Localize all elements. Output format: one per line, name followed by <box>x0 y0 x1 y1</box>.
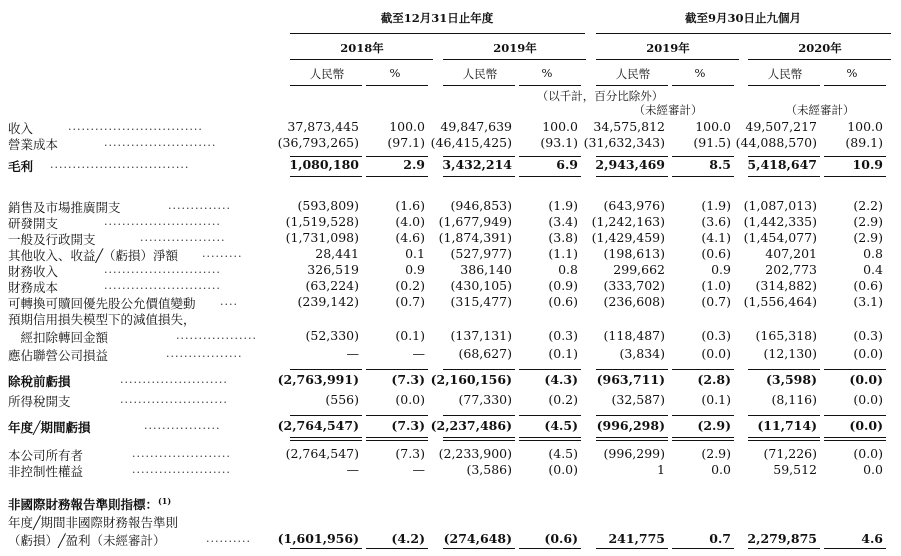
row-label: 非控制性權益 <box>8 464 84 479</box>
year-header-2019-fy: 2019年 <box>493 41 537 55</box>
year-header-2018: 2018年 <box>340 41 384 55</box>
amount-cell: (1,556,464) <box>743 294 817 309</box>
percent-cell: (7.3) <box>395 446 425 461</box>
percent-cell: 0.0 <box>863 462 883 477</box>
amount-cell: 1,080,180 <box>289 157 359 172</box>
percent-cell: (3.6) <box>701 214 731 229</box>
percent-cell: (3.1) <box>853 294 883 309</box>
leader-dots: ................... <box>140 231 226 244</box>
amount-cell: (996,298) <box>596 418 665 433</box>
row-label: 銷售及市場推廣開支 <box>8 200 121 215</box>
leader-dots: ........................ <box>120 393 228 406</box>
amount-cell: (11,714) <box>757 418 817 433</box>
amount-cell: (430,105) <box>450 278 512 293</box>
amount-cell: (2,233,900) <box>438 446 512 461</box>
percent-cell: 0.8 <box>863 246 883 261</box>
leader-dots: ......................... <box>104 136 217 149</box>
row-label: 本公司所有者 <box>8 448 84 463</box>
unaudited-note-2020: （未經審計） <box>785 103 855 117</box>
percent-cell: (0.7) <box>395 294 425 309</box>
percent-cell: (1.9) <box>701 198 731 213</box>
amount-cell: 1 <box>657 462 665 477</box>
percent-cell: 100.0 <box>542 119 578 134</box>
amount-cell: 407,201 <box>765 246 817 261</box>
leader-dots: .... <box>220 295 238 308</box>
percent-cell: (0.3) <box>853 328 883 343</box>
amount-cell: 2,943,469 <box>595 157 665 172</box>
period-fy-header: 截至12月31日止年度 <box>380 11 494 25</box>
amount-cell: 202,773 <box>765 262 817 277</box>
amount-cell: — <box>346 462 359 477</box>
year-header-2020: 2020年 <box>798 41 842 55</box>
leader-dots: .......................... <box>104 279 221 292</box>
percent-cell: (97.1) <box>387 135 425 150</box>
leader-dots: ......... <box>202 247 243 260</box>
currency-header: 人民幣 <box>615 67 651 81</box>
percent-cell: 0.7 <box>709 531 731 546</box>
percent-cell: (0.1) <box>701 392 731 407</box>
percent-cell: (0.6) <box>701 246 731 261</box>
amount-cell: (1,874,391) <box>438 230 512 245</box>
amount-cell: 28,441 <box>315 246 359 261</box>
percent-cell: 0.0 <box>711 462 731 477</box>
amount-cell: (2,763,991) <box>277 372 359 387</box>
row-label: 預期信用損失模型下的減值損失， <box>8 312 196 327</box>
amount-cell: 5,418,647 <box>747 157 817 172</box>
amount-cell: (556) <box>325 392 359 407</box>
amount-cell: 241,775 <box>608 531 665 546</box>
percent-cell: (2.9) <box>701 446 731 461</box>
amount-cell: (963,711) <box>596 372 665 387</box>
amount-cell: (198,613) <box>603 246 665 261</box>
row-label: 年度╱期間非國際財務報告準則 <box>8 515 179 530</box>
amount-cell: (314,882) <box>755 278 817 293</box>
percent-cell: (0.0) <box>849 372 883 387</box>
percent-cell: 100.0 <box>695 119 731 134</box>
percent-cell: (4.1) <box>701 230 731 245</box>
amount-cell: (1,731,098) <box>285 230 359 245</box>
amount-cell: (2,764,547) <box>277 418 359 433</box>
percent-cell: 0.8 <box>558 262 578 277</box>
currency-header: 人民幣 <box>309 67 345 81</box>
row-label: 經扣除轉回金額 <box>8 330 109 345</box>
amount-cell: (44,088,570) <box>735 135 817 150</box>
amount-cell: (3,598) <box>766 372 817 387</box>
row-label: 研發開支 <box>8 216 59 231</box>
row-label: 毛利 <box>8 159 34 174</box>
leader-dots: .............. <box>168 199 231 212</box>
percent-cell: 4.6 <box>861 531 883 546</box>
percent-cell: (4.3) <box>544 372 578 387</box>
amount-cell: (1,242,163) <box>591 214 665 229</box>
amount-cell: (3,834) <box>619 346 665 361</box>
amount-cell: (1,601,956) <box>277 531 359 546</box>
leader-dots: .......... <box>206 532 251 545</box>
amount-cell: (1,087,013) <box>743 198 817 213</box>
amount-cell: (1,442,335) <box>743 214 817 229</box>
leader-dots: ............................... <box>50 158 190 171</box>
amount-cell: (1,429,459) <box>591 230 665 245</box>
percent-cell: (2.8) <box>697 372 731 387</box>
percent-cell: (0.0) <box>849 418 883 433</box>
percent-header: % <box>694 66 706 80</box>
percent-cell: 0.1 <box>405 246 425 261</box>
percent-cell: (0.6) <box>853 278 883 293</box>
percent-cell: (0.9) <box>548 278 578 293</box>
amount-cell: 386,140 <box>460 262 512 277</box>
amount-cell: 299,662 <box>613 262 665 277</box>
amount-cell: (31,632,343) <box>583 135 665 150</box>
percent-cell: (2.9) <box>697 418 731 433</box>
currency-header: 人民幣 <box>767 67 803 81</box>
amount-cell: (52,330) <box>305 328 359 343</box>
percent-cell: 8.5 <box>709 157 731 172</box>
row-label: 應佔聯營公司損益 <box>8 348 109 363</box>
percent-cell: (0.0) <box>548 462 578 477</box>
percent-cell: 2.9 <box>403 157 425 172</box>
percent-cell: (4.0) <box>395 214 425 229</box>
amount-cell: (2,160,156) <box>430 372 512 387</box>
percent-cell: (4.5) <box>548 446 578 461</box>
amount-cell: (36,793,265) <box>277 135 359 150</box>
amount-cell: 59,512 <box>773 462 817 477</box>
percent-cell: 0.9 <box>711 262 731 277</box>
percent-cell: (89.1) <box>845 135 883 150</box>
amount-cell: (1,454,077) <box>743 230 817 245</box>
percent-header: % <box>541 66 553 80</box>
leader-dots: ...................... <box>132 447 231 460</box>
percent-cell: (0.7) <box>701 294 731 309</box>
leader-dots: .......................... <box>104 263 221 276</box>
amount-cell: (68,627) <box>458 346 512 361</box>
percent-cell: (7.3) <box>391 372 425 387</box>
leader-dots: .................. <box>176 329 257 342</box>
row-label: 年度╱期間虧損 <box>8 420 91 435</box>
percent-cell: (1.1) <box>548 246 578 261</box>
row-label: 營業成本 <box>8 137 59 152</box>
amount-cell: (12,130) <box>763 346 817 361</box>
percent-cell: (0.3) <box>701 328 731 343</box>
row-label: 其他收入、收益╱（虧損）淨額 <box>8 248 179 263</box>
percent-cell: (0.1) <box>548 346 578 361</box>
amount-cell: (118,487) <box>603 328 665 343</box>
amount-cell: 49,507,217 <box>745 119 817 134</box>
percent-cell: (0.0) <box>853 446 883 461</box>
percent-cell: — <box>412 346 425 361</box>
amount-cell: — <box>346 346 359 361</box>
amount-cell: 2,279,875 <box>747 531 817 546</box>
amount-cell: 326,519 <box>307 262 359 277</box>
amount-cell: (1,519,528) <box>285 214 359 229</box>
amount-cell: (236,608) <box>603 294 665 309</box>
percent-cell: (4.6) <box>395 230 425 245</box>
row-label: 非國際財務報告準則指標：$^{(1)}$ <box>8 495 172 512</box>
percent-cell: (0.3) <box>548 328 578 343</box>
row-label: 一般及行政開支 <box>8 232 96 247</box>
percent-cell: (3.4) <box>548 214 578 229</box>
amount-cell: (946,853) <box>450 198 512 213</box>
percent-cell: (0.0) <box>395 392 425 407</box>
footnote-marker: (1) <box>158 495 172 506</box>
percent-cell: 10.9 <box>852 157 883 172</box>
percent-cell: (1.9) <box>548 198 578 213</box>
leader-dots: ................. <box>166 347 243 360</box>
percent-cell: (2.2) <box>853 198 883 213</box>
percent-cell: (93.1) <box>540 135 578 150</box>
percent-cell: (1.6) <box>395 198 425 213</box>
amount-cell: (2,764,547) <box>285 446 359 461</box>
percent-cell: (2.9) <box>853 230 883 245</box>
amount-cell: (996,299) <box>603 446 665 461</box>
percent-cell: (2.9) <box>853 214 883 229</box>
percent-cell: (7.3) <box>391 418 425 433</box>
amount-cell: (239,142) <box>297 294 359 309</box>
year-header-2019-9m: 2019年 <box>646 41 690 55</box>
leader-dots: ........................ <box>120 373 228 386</box>
amount-cell: (643,976) <box>603 198 665 213</box>
percent-cell: (0.2) <box>395 278 425 293</box>
amount-cell: (165,318) <box>755 328 817 343</box>
row-label: 可轉換可贖回優先股公允價值變動 <box>8 296 196 311</box>
percent-cell: (0.2) <box>548 392 578 407</box>
row-label: （虧損）╱盈利（未經審計） <box>8 533 166 548</box>
percent-cell: (4.2) <box>391 531 425 546</box>
percent-cell: 100.0 <box>389 119 425 134</box>
percent-cell: (1.0) <box>701 278 731 293</box>
amount-cell: (527,977) <box>450 246 512 261</box>
amount-cell: 3,432,214 <box>442 157 512 172</box>
percent-cell: — <box>412 462 425 477</box>
percent-cell: (0.1) <box>395 328 425 343</box>
percent-cell: (0.6) <box>544 531 578 546</box>
row-label: 所得稅開支 <box>8 394 71 409</box>
amount-cell: (593,809) <box>297 198 359 213</box>
percent-cell: 100.0 <box>847 119 883 134</box>
leader-dots: ................. <box>144 419 221 432</box>
amount-cell: (2,237,486) <box>430 418 512 433</box>
amount-cell: (63,224) <box>305 278 359 293</box>
percent-cell: (0.0) <box>853 346 883 361</box>
percent-cell: 6.9 <box>556 157 578 172</box>
unit-note: （以千計，百分比除外） <box>536 89 664 103</box>
percent-cell: (3.8) <box>548 230 578 245</box>
percent-cell: (91.5) <box>693 135 731 150</box>
amount-cell: (46,415,425) <box>430 135 512 150</box>
amount-cell: (1,677,949) <box>438 214 512 229</box>
percent-cell: 0.4 <box>863 262 883 277</box>
row-label: 除稅前虧損 <box>8 374 71 389</box>
amount-cell: (137,131) <box>450 328 512 343</box>
amount-cell: (71,226) <box>763 446 817 461</box>
percent-header: % <box>846 66 858 80</box>
amount-cell: (315,477) <box>450 294 512 309</box>
unaudited-note-2019: （未經審計） <box>633 103 703 117</box>
amount-cell: (274,648) <box>443 531 512 546</box>
amount-cell: (333,702) <box>603 278 665 293</box>
amount-cell: (3,586) <box>466 462 512 477</box>
row-label: 收入 <box>8 121 34 136</box>
leader-dots: .............................. <box>68 120 203 133</box>
percent-header: % <box>389 66 401 80</box>
percent-cell: (0.6) <box>548 294 578 309</box>
period-9m-header: 截至9月30日止九個月 <box>684 11 801 25</box>
amount-cell: (77,330) <box>458 392 512 407</box>
amount-cell: (8,116) <box>771 392 817 407</box>
row-label: 財務收入 <box>8 264 59 279</box>
leader-dots: ...................... <box>132 463 231 476</box>
percent-cell: (4.5) <box>544 418 578 433</box>
row-label: 財務成本 <box>8 280 59 295</box>
amount-cell: 37,873,445 <box>287 119 359 134</box>
amount-cell: 49,847,639 <box>440 119 512 134</box>
amount-cell: (32,587) <box>611 392 665 407</box>
percent-cell: 0.9 <box>405 262 425 277</box>
currency-header: 人民幣 <box>462 67 498 81</box>
amount-cell: 34,575,812 <box>593 119 665 134</box>
percent-cell: (0.0) <box>701 346 731 361</box>
percent-cell: (0.0) <box>853 392 883 407</box>
leader-dots: .......................... <box>104 215 221 228</box>
